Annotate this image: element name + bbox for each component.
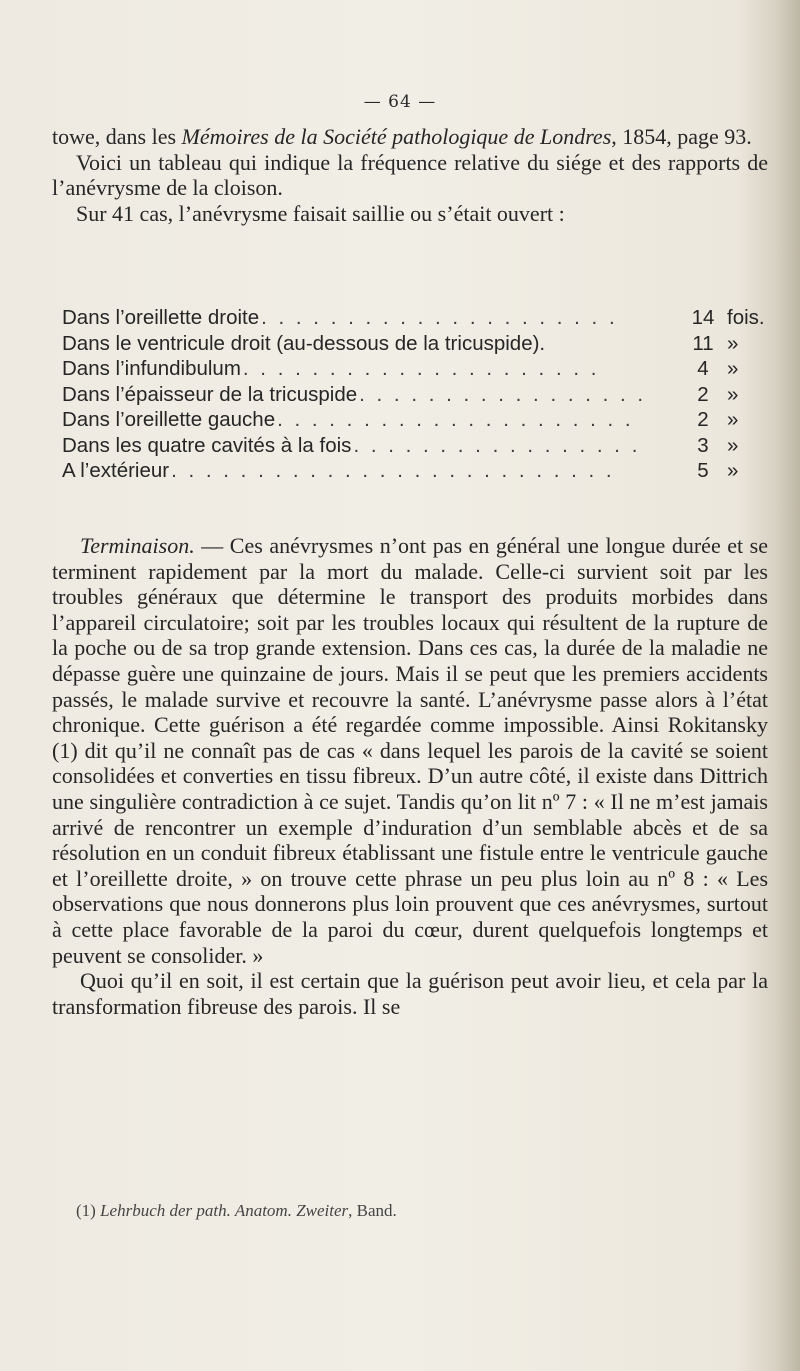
leader-dots: . . . . . . . . . . . . . . . . . . . . . <box>277 408 634 431</box>
frequency-table <box>62 305 777 484</box>
row-label: Dans l’oreillette gauche <box>62 408 276 431</box>
row-label: A l’extérieur <box>62 459 170 482</box>
table-row <box>62 305 777 331</box>
row-count: 4 <box>697 357 709 380</box>
intro-section <box>52 124 768 226</box>
table-row <box>62 458 777 484</box>
intro-paragraph <box>52 124 768 150</box>
row-label: Dans l’oreillette droite <box>62 306 260 329</box>
row-unit: » <box>727 357 739 380</box>
row-label: Dans l’épaisseur de la tricuspide <box>62 382 358 406</box>
table-row <box>62 407 777 433</box>
row-count: 5 <box>697 459 709 482</box>
footnote-title: Lehrbuch der path. Anatom. Zweiter <box>100 1201 349 1220</box>
table-row <box>62 433 777 459</box>
row-count: 2 <box>697 408 709 431</box>
row-unit: » <box>727 331 739 355</box>
table-row <box>62 382 777 408</box>
leader-dots: . . . . . . . . . . . . . . . . . <box>353 433 641 457</box>
intro-text-end: , 1854, page 93. <box>611 124 752 149</box>
leader-dots <box>545 331 679 357</box>
row-count: 3 <box>697 433 709 457</box>
row-unit: fois. <box>727 306 765 329</box>
footnote <box>76 1201 397 1221</box>
leader-dots: . . . . . . . . . . . . . . . . . <box>359 382 647 406</box>
body-section <box>52 533 768 1019</box>
row-count: 11 <box>692 331 714 355</box>
cases-paragraph: Sur 41 cas, l’anévrysme faisait saillie ou s’était ouvert : <box>76 200 565 226</box>
row-unit: » <box>727 459 739 482</box>
conclusion-paragraph: Quoi qu’il en soit, il est certain que la guérison peut avoir lieu, et cela par la transformation fibreuse des parois. Il se <box>52 968 768 1019</box>
section-heading: Terminaison. <box>80 533 195 558</box>
row-label: Dans l’infundibulum <box>62 357 241 380</box>
journal-title: Mémoires de la Société pathologique de Londres <box>181 124 612 149</box>
terminaison-paragraph <box>52 533 768 968</box>
row-count: 14 <box>691 306 715 329</box>
leader-dots: . . . . . . . . . . . . . . . . . . . . . . . . . . <box>171 459 615 482</box>
row-unit: » <box>727 382 739 406</box>
leader-dots: . . . . . . . . . . . . . . . . . . . . . <box>261 306 618 329</box>
row-unit: » <box>727 433 739 457</box>
table-row <box>62 331 777 357</box>
footnote-rest: , Band. <box>348 1201 397 1220</box>
page-number: — 64 — <box>363 92 437 112</box>
row-label: Dans le ventricule droit (au-dessous de la tricuspide). <box>62 331 546 355</box>
row-unit: » <box>727 408 739 431</box>
table-intro-paragraph: Voici un tableau qui indique la fréquence relative du siége et des rapports de l’anévrysme de la cloison. <box>52 149 768 200</box>
table-row <box>62 356 777 382</box>
leader-dots: . . . . . . . . . . . . . . . . . . . . . <box>242 357 600 380</box>
row-label: Dans les quatre cavités à la fois <box>62 433 352 457</box>
intro-text-start: towe, dans les <box>52 124 182 149</box>
paragraph-text: — Ces anévrysmes n’ont pas en général une longue durée et se terminent rapidement par la mort du malade. Celle-ci survient soit par les troubles généraux que détermine le transport des produits morbides dans l’appareil circulatoire; soit par les troubles locaux qui résultent de la rupture de la poche ou de sa trop grande extension. Dans ces cas, la durée de la maladie ne dépasse guère une quinzaine de jours. Mais il se peut que les premiers accidents passés, le malade survive et recouvre la santé. L’anévrysme passe alors à l’état chronique. Cette guérison a été regardée comme impossible. Ainsi Rokitansky (1) dit qu’il ne connaît pas de cas « dans lequel les parois de la cavité se soient consolidées et converties en tissu fibreux. D’un autre côté, il existe dans Dittrich une singulière contradiction à ce sujet. Tandis qu’on lit nº 7 : « Il ne m’est jamais arrivé de rencontrer un exemple d’induration d’un semblable abcès et de sa résolution en un conduit fibreux établissant une fistule entre le ventricule gauche et l’oreillette droite, » on trouve cette phrase un peu plus loin au nº 8 : « Les observations que nous donnerons plus loin prouvent que ces anévrysmes, surtout à cette place favorable de la paroi du cœur, durent quelquefois longtemps et peuvent se consolider. » <box>52 533 768 968</box>
footnote-marker: (1) <box>76 1201 101 1220</box>
row-count: 2 <box>697 382 709 406</box>
